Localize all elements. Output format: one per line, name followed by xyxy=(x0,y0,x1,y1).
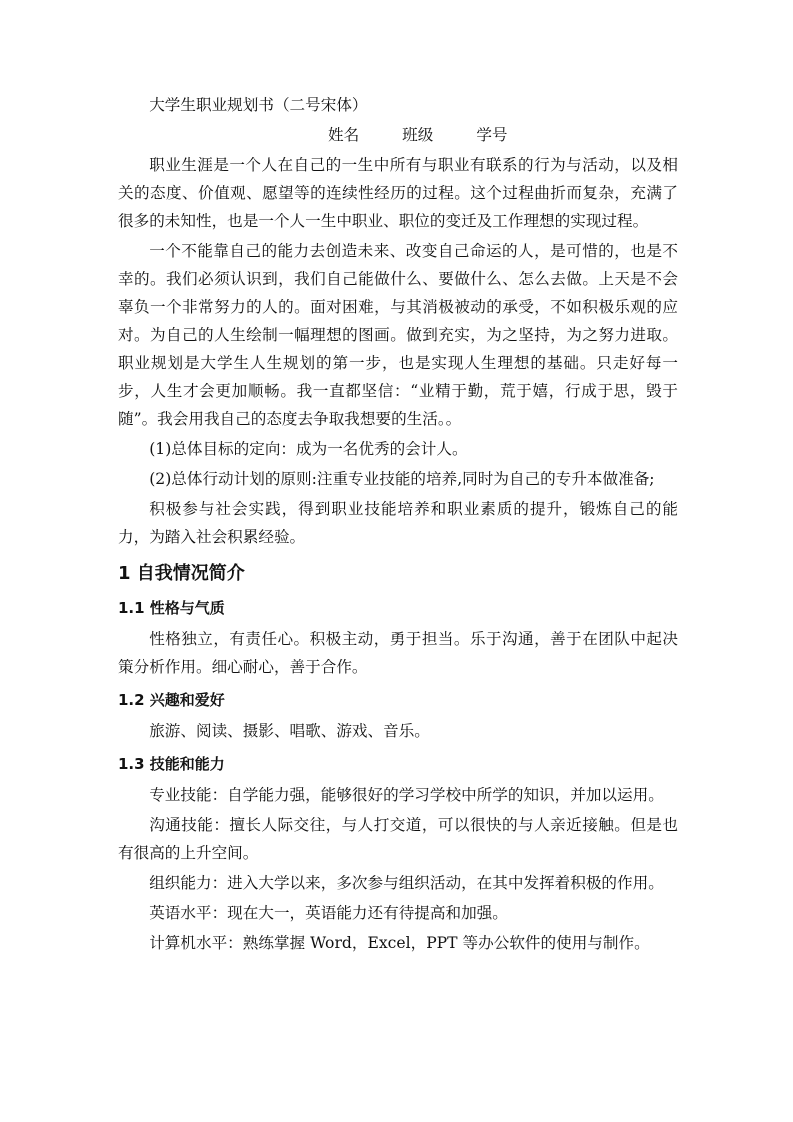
document-title: 大学生职业规划书（二号宋体） xyxy=(149,96,368,114)
skill-item: 英语水平：现在大一，英语能力还有待提高和加强。 xyxy=(149,904,508,922)
goal-paragraph: (1)总体目标的定向：成为一名优秀的会计人。 xyxy=(149,440,468,458)
intro-paragraph: 职业生涯是一个人在自己的一生中所有与职业有联系的行为与活动，以及相关的态度、价值观、愿望等的连续性经历的过程。这个过程曲折而复杂，充满了很多的未知性，也是一个人一生中职业、职位的变迁及工作理想的实现过程。 xyxy=(118,156,678,230)
class-label: 班级 xyxy=(402,126,434,144)
student-info-line xyxy=(118,121,678,149)
intro-paragraph: 一个不能靠自己的能力去创造未来、改变自己命运的人，是可惜的，也是不幸的。我们必须认识到，我们自己能做什么、要做什么、怎么去做。上天是不会辜负一个非常努力的人的。面对困难，与其消极被动的承受，不如积极乐观的应对。为自己的人生绘制一幅理想的图画。做到充实，为之坚持，为之努力进取。职业规划是大学生人生规划的第一步，也是实现人生理想的基础。只走好每一步，人生才会更加顺畅。我一直都坚信：“业精于勤，荒于嬉，行成于思，毁于随”。我会用我自己的态度去争取我想要的生活。。 xyxy=(118,242,678,428)
name-label: 姓名 xyxy=(328,126,360,144)
document-page xyxy=(118,91,678,959)
plan-paragraph: (2)总体行动计划的原则:注重专业技能的培养,同时为自己的专升本做准备; xyxy=(149,470,655,488)
skill-item: 计算机水平：熟练掌握 Word，Excel，PPT 等办公软件的使用与制作。 xyxy=(149,934,650,952)
skill-item: 组织能力：进入大学以来，多次参与组织活动，在其中发挥着积极的作用。 xyxy=(149,874,664,892)
student-id-label: 学号 xyxy=(476,126,508,144)
skill-item: 专业技能：自学能力强，能够很好的学习学校中所学的知识，并加以运用。 xyxy=(149,786,664,804)
subsection-heading: 1.3 技能和能力 xyxy=(118,755,225,773)
practice-paragraph: 积极参与社会实践，得到职业技能培养和职业素质的提升，锻炼自己的能力，为踏入社会积累经验。 xyxy=(118,500,678,546)
personality-paragraph: 性格独立，有责任心。积极主动，勇于担当。乐于沟通，善于在团队中起决策分析作用。细心耐心，善于合作。 xyxy=(118,630,678,676)
skill-item: 沟通技能：擅长人际交往，与人打交道，可以很快的与人亲近接触。但是也有很高的上升空间。 xyxy=(118,816,678,862)
subsection-heading: 1.1 性格与气质 xyxy=(118,599,225,617)
section-heading: 1 自我情况简介 xyxy=(118,563,245,584)
subsection-heading: 1.2 兴趣和爱好 xyxy=(118,691,225,709)
hobbies-paragraph: 旅游、阅读、摄影、唱歌、游戏、音乐。 xyxy=(149,722,430,740)
